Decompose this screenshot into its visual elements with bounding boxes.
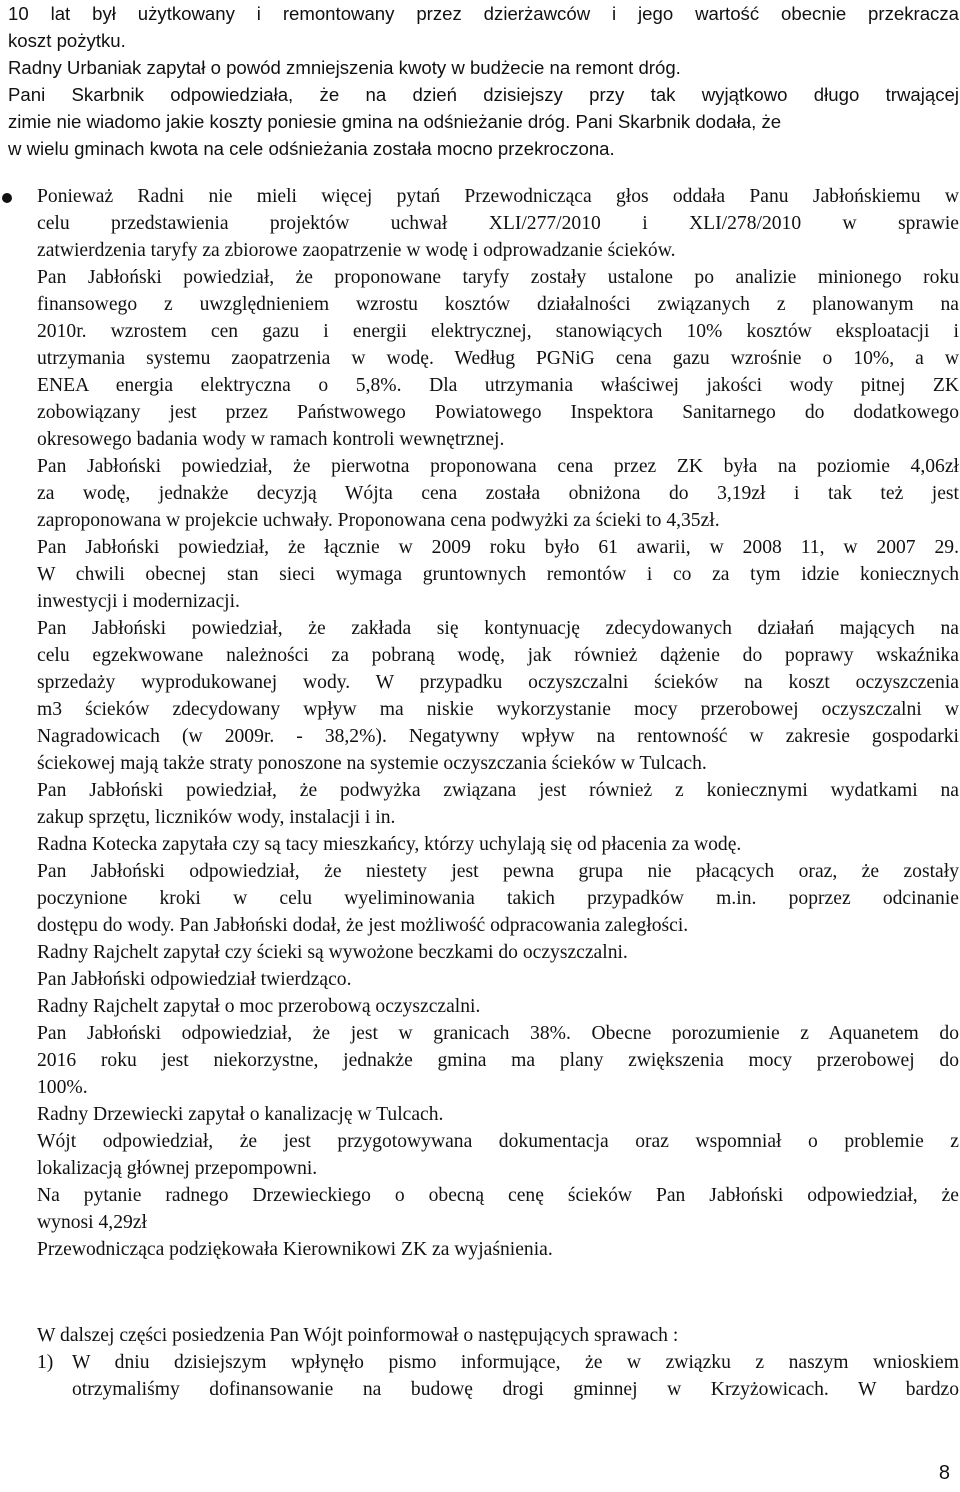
text-line: celu przedstawienia projektów uchwał XLI/277/2010 i XLI/278/2010 w sprawie [37,213,959,234]
text-line: zatwierdzenia taryfy za zbiorowe zaopatrzenie w wodę i odprowadzanie ścieków. [37,240,676,261]
text-line: Pan Jabłoński powiedział, że podwyżka związana jest również z koniecznymi wydatkami na [37,780,959,801]
list-item-line: otrzymaliśmy dofinansowanie na budowę drogi gminnej w Krzyżowicach. W bardzo [72,1379,959,1400]
text-line: Nagradowicach (w 2009r. - 38,2%). Negatywny wpływ na rentowność w zakresie gospodarki [37,726,959,747]
text-line [8,108,959,135]
text-line: wynosi 4,29zł [37,1212,147,1233]
text-line: koszt pożytku. [8,30,126,51]
text-line: Pan Jabłoński powiedział, że zakłada się kontynuację zdecydowanych działań mających na [37,618,959,639]
text-line: 2010r. wzrostem cen gazu i energii elektrycznej, stanowiących 10% kosztów eksploatacji i [37,321,959,342]
text-line: za wodę, jednakże decyzją Wójta cena została obniżona do 3,19zł i tak też jest [37,483,959,504]
text-line: sprzedaży wyprodukowanej wody. W przypadku oczyszczalni ścieków na koszt oczyszczenia [37,672,959,693]
text-line: zaproponowana w projekcie uchwały. Proponowana cena podwyżki za ścieki to 4,35zł. [37,510,720,531]
text-span: Pani Skarbnik dodała, że [575,111,782,132]
text-line: Pani Skarbnik odpowiedziała, że na dzień dzisiejszy przy tak wyjątkowo długo trwającej [8,84,959,105]
text-line: poczynione kroki w celu wyeliminowania takich przypadków m.in. poprzez odcinanie [37,888,959,909]
text-line: ściekowej mają także straty ponoszone na systemie oczyszczania ścieków w Tulcach. [37,753,707,774]
text-line: 100%. [37,1077,88,1098]
text-line: Na pytanie radnego Drzewieckiego o obecną cenę ścieków Pan Jabłoński odpowiedział, że [37,1185,959,1206]
text-line: Pan Jabłoński odpowiedział, że jest w granicach 38%. Obecne porozumienie z Aquanetem do [37,1023,959,1044]
text-line: inwestycji i modernizacji. [37,591,240,612]
text-line: lokalizacją głównej przepompowni. [37,1158,318,1179]
text-line: w wielu gminach kwota na cele odśnieżania została mocno przekroczona. [8,138,615,159]
text-line: Radny Rajchelt zapytał czy ścieki są wywożone beczkami do oczyszczalni. [37,942,628,963]
text-line: W chwili obecnej stan sieci wymaga gruntownych remontów i co za tym idzie koniecznych [37,564,959,585]
text-line: utrzymania systemu zaopatrzenia w wodę. Według PGNiG cena gazu wzrośnie o 10%, a w [37,348,959,369]
text-span: zimie nie wiadomo jakie koszty poniesie gmina na odśnieżanie dróg. [8,111,571,132]
text-line: 2016 roku jest niekorzystne, jednakże gmina ma plany zwiększenia mocy przerobowej do [37,1050,959,1071]
list-item-number: 1) [37,1352,54,1373]
text-line: dostępu do wody. Pan Jabłoński dodał, że jest możliwość odpracowania zaległości. [37,915,689,936]
text-line: Przewodnicząca podziękowała Kierownikowi ZK za wyjaśnienia. [37,1239,553,1260]
text-line: zobowiązany jest przez Państwowego Powiatowego Inspektora Sanitarnego do dodatkowego [37,402,959,423]
list-item-line: W dniu dzisiejszym wpłynęło pismo informujące, że w związku z naszym wnioskiem [72,1352,959,1373]
section-intro: W dalszej części posiedzenia Pan Wójt poinformował o następujących sprawach : [37,1325,679,1346]
text-line: okresowego badania wody w ramach kontroli wewnętrznej. [37,429,505,450]
text-line: zakup sprzętu, liczników wody, instalacji i in. [37,807,396,828]
text-line: Pan Jabłoński odpowiedział twierdząco. [37,969,352,990]
text-line: Radny Drzewiecki zapytał o kanalizację w Tulcach. [37,1104,444,1125]
text-line: celu egzekwowane należności za pobraną wodę, jak również dążenie do poprawy wskaźnika [37,645,959,666]
text-line: Radny Urbaniak zapytał o powód zmniejszenia kwoty w budżecie na remont dróg. [8,57,681,78]
text-line: Pan Jabłoński odpowiedział, że niestety jest pewna grupa nie płacących oraz, że zostały [37,861,959,882]
text-line: m3 ścieków zdecydowany wpływ ma niskie wykorzystanie mocy przerobowej oczyszczalni w [37,699,959,720]
text-line: Pan Jabłoński powiedział, że proponowane taryfy zostały ustalone po analizie minionego roku [37,267,959,288]
text-line: 10 lat był użytkowany i remontowany przez dzierżawców i jego wartość obecnie przekracza [8,3,959,24]
text-line: ENEA energia elektryczna o 5,8%. Dla utrzymania właściwej jakości wody pitnej ZK [37,375,959,396]
text-line: Pan Jabłoński powiedział, że łącznie w 2009 roku było 61 awarii, w 2008 11, w 2007 29. [37,537,959,558]
text-line: Pan Jabłoński powiedział, że pierwotna proponowana cena przez ZK była na poziomie 4,06zł [37,456,959,477]
page-number: 8 [938,1462,950,1484]
text-line: finansowego z uwzględnieniem wzrostu kosztów działalności związanych z planowanym na [37,294,959,315]
text-line: Ponieważ Radni nie mieli więcej pytań Przewodnicząca głos oddała Panu Jabłońskiemu w [37,186,959,207]
text-line: Radna Kotecka zapytała czy są tacy mieszkańcy, którzy uchylają się od płacenia za wodę. [37,834,742,855]
bullet-icon [2,193,12,203]
text-line: Radny Rajchelt zapytał o moc przerobową oczyszczalni. [37,996,481,1017]
text-line: Wójt odpowiedział, że jest przygotowywana dokumentacja oraz wspomniał o problemie z [37,1131,959,1152]
